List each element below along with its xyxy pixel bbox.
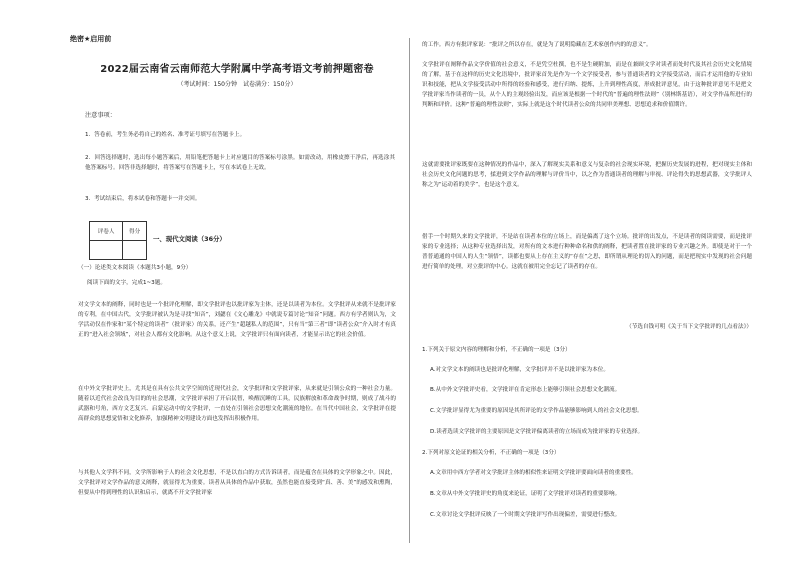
question-option: A.文章用中西方学者对文学批评主体的相似性来证明文学批评要面向读者的重要性。 [430,470,637,476]
reading-intro: 阅读下面的文字，完成1~3题。 [87,280,166,286]
article-paragraph: 在中外文学批评史上，尤其是在具有公共文学空间的近现代社会，文学批评和文学批评家，从来就是引领公众的一种社会力量。随着以近代社会改良为目的的社会思潮，文学批评承担了开启民智，唤醒沉睡的工具，民族解放和革命战争时期，则成了战斗的武器和号角，西方文艺复兴、启蒙运动中的文学批评，一直处在引领社会思想文化潮流的地位。在当代中国社会，文学批评在提高群众的思想觉悟和文化修养，加强精神文明建设方面也发挥出积极作用。 [78,386,396,422]
notice-item: 2．回答选择题时，选出每小题答案后，用铅笔把答题卡上对应题目的答案标号涂黑。如需改动，用橡皮擦干净后，再选涂其他答案标号。回答非选择题时，将答案写在答题卡上，写在本试卷上无效。 [85,155,395,171]
score-table [89,221,147,260]
article-paragraph: 借手一个时期久来的文学批评，不是站在读者本位的立场上，而是偏离了这个立场。批评的出发点，不是读者的阅读需要，而是批评家的专业选择；从这种专业选择出发，对所有的文本进行种种命名和供的阐释，把读者置在批评家的专业兴趣之外。即使是对于一个普普通通的中国人的人生“领悟”，读都也要从上存在主义的“存在”之思，即所谓从理论的切入的问题，而是把现实中发现的社会问题进行简单的处理，对立批评的中心。这就在被用完全忘记了读者的存在。 [422,234,752,270]
secret-label: 绝密★启用前 [70,35,112,43]
question-option: B.从中外文学批评史看，文学批评在肯定形态上能够引领社会思想文化潮流。 [430,387,621,393]
article-paragraph: 的工作。西方有批评家说：“批评之所以存在，就是为了说明隐藏在艺术家创作内的的意义”。 [422,42,652,48]
score-cell[interactable] [123,241,147,260]
article-paragraph: 与其他人文学科不同，文学所影响于人的社会文化思想，不是以直白的方式告诉读者，而是蕴含在具体的文学形象之中。因此，文学批评对文学作品的意义阐释，就显得尤为重要。读者从具体的作品中获取，虽然也能直接受到“真、善、美”的感发和熏陶，但要从中得到理性的认识和启示，就离不开文学批评家 [78,470,396,496]
notice-item: 1．答卷前，考生务必将自己的姓名、准考证号填写在答题卡上。 [85,132,246,138]
article-paragraph: 对文学文本的阐释，同时也是一个批评化理解，即文学批评也以批评家为主体，还是以读者为本位。文学批评从来就不是批评家的专利，在中国古代，文学批评被认为是寻找“知音”，刘勰在《文心雕龙》中就说专篇讨论“知音”问题。西方有学者则认为，文学活动仅在作家和“某个特定的读者”（批评家）的关系，还产生“超越私人的范围”，只有当“第三者”即“读者公众”介入时才有真正的“进入社会领域”，对社会人都有文化影响。从这个意义上说，文学批评只有面向读者，才能显示出它的社会价值。 [78,302,396,338]
column-divider [409,38,410,543]
exam-meta: （考试时间：150分钟 试卷满分：150分） [177,81,297,88]
score-table-header: 得分 [123,222,147,241]
article-paragraph: 这就需要批评家既要在这种情况的作品中，深入了解现实关系和意义与复杂的社会现实环境，把握历史发展的进程，把对现实主体和社会历史文化问题的思考，揉进到文学作品的理解与评价当中，以之作为普通读者的理解与审视、评论得失的思想武器，文学批评人称之为“运动着的美学”，也是这个意义。 [422,162,752,188]
article-source: （节选自钱可明《关于当下文学批评的几点看法》） [626,324,752,330]
notice-heading: 注意事项： [85,112,116,119]
question-stem: 2.下列对原文论证的相关分析，不正确的一项是（3分） [422,450,560,456]
question-option: B.文章从中外文学批评史的角度来论证，证明了文学批评对读者的重要影响。 [430,491,621,497]
question-option: A.对文学文本的阐读也是批评化理解，文学批评并不是以批评家为本位。 [430,367,609,373]
score-table-header: 评卷人 [90,222,123,241]
question-option: C.文章讨论文学批评反映了一个时期文学批评写作出现偏差，需要进行整改。 [430,512,621,518]
section-heading: 一、现代文阅读（36分） [153,235,226,243]
question-option: D.读者选读文学批评的主要原因是文学批评偏离读者的立场而成为批评家的专业选择。 [430,429,644,435]
subsection-heading: （一）论述类文本阅读（本题共3小题，9分） [78,265,192,271]
article-paragraph: 文学批评在阐释作品文学价值的社会意义，不是凭空杜撰，也不是生硬附加，而是在兼顾文学对读者而处时代及其社会历史文化情境的了解，基于在这样的历史文化语境中，批评家首先是作为一个文学接受者，参与普通读者的文学接受活动，而后才运用他的专业知识和技能，把从文学接受活动中所得的经验和感受，进行归纳、提炼，上升到理性高度，形成批评意见，由于这种批评意见不是把文学批评家当作读者的一员，从个人的主观经验出发，而应该是根据一个时代的“普遍的理性法则”（别林斯基语），对文学作品所进行的判断和评价。这种“普遍的理性法则”，实际上就是这个时代读者公众的共同审美理想、思想追求和价值期许。 [422,62,752,108]
question-option: C.文学批评显得尤为重要的原因是其所评论的文学作品能够影响到人的社会文化思想。 [430,408,643,414]
question-stem: 1.下列关于原文内容的理解和分析，不正确的一项是（3分） [422,347,571,353]
page-title: 2022届云南省云南师范大学附属中学高考语文考前押题密卷 [100,64,374,75]
notice-item: 3．考试结束后，将本试卷和答题卡一并交回。 [85,196,201,202]
score-cell[interactable] [90,241,123,260]
